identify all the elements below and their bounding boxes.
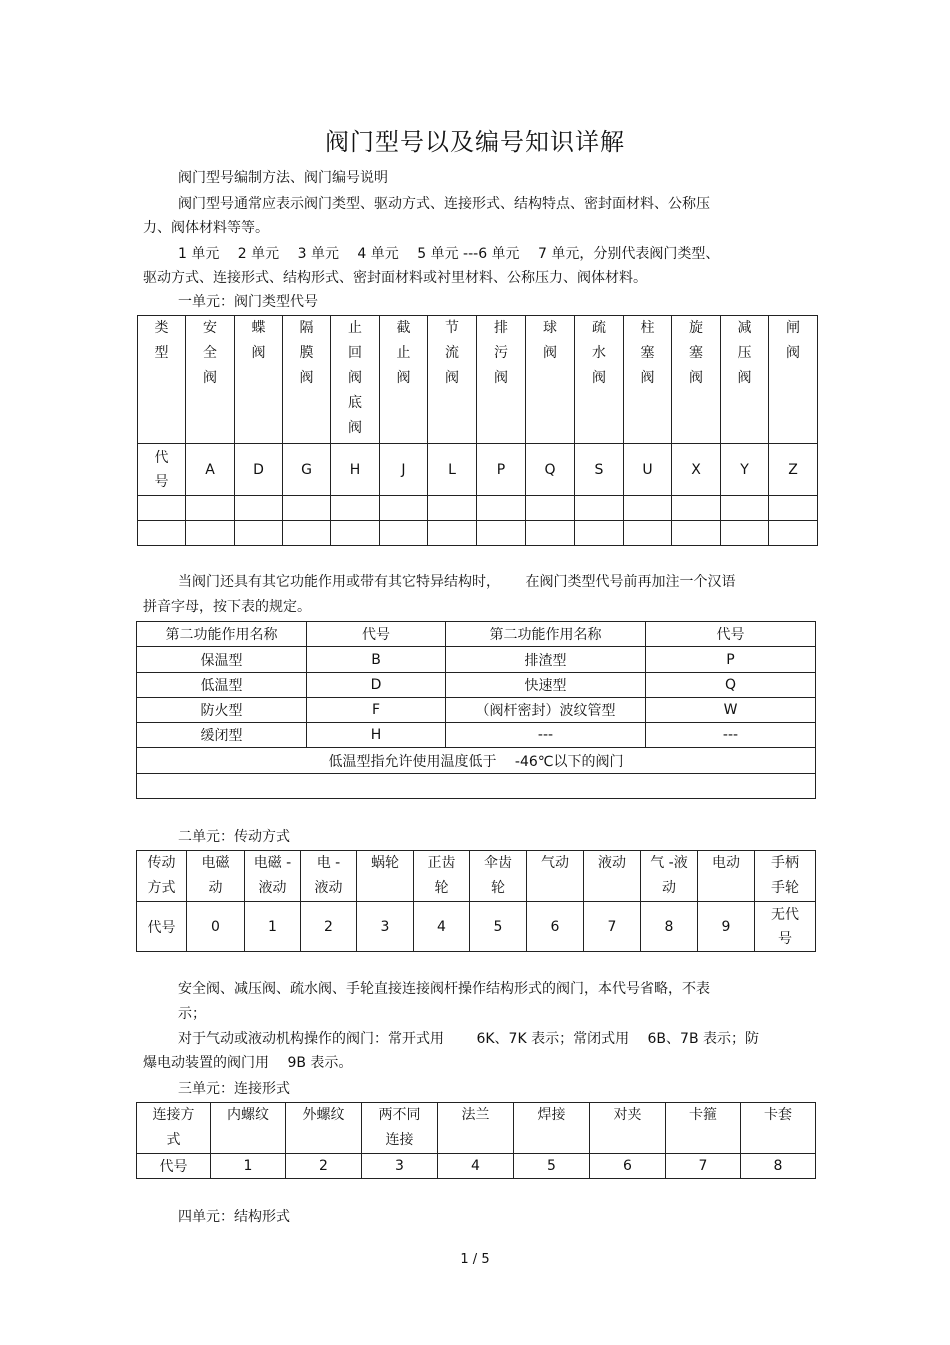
empty-row	[138, 521, 818, 546]
table-header-cell: 电磁动	[187, 851, 245, 902]
drive-mode-table	[136, 850, 816, 952]
code-label-cell: 代号	[137, 902, 187, 952]
code-cell: 8	[741, 1154, 816, 1179]
table-cell: 保温型	[137, 647, 307, 673]
table-cell: （阀杆密封）波纹管型	[446, 698, 646, 723]
section-heading-unit2: 二单元：传动方式	[178, 829, 290, 845]
code-cell: 2	[301, 902, 357, 952]
code-label-cell: 代号	[138, 444, 186, 496]
code-cell: 2	[286, 1154, 362, 1179]
table-cell: 防火型	[137, 698, 307, 723]
code-cell: Z	[769, 444, 818, 496]
code-cell: 4	[414, 902, 470, 952]
code-cell: Y	[721, 444, 769, 496]
table-cell: P	[646, 647, 816, 673]
code-label-cell: 代号	[137, 1154, 211, 1179]
paragraph-line: 示；	[178, 1006, 206, 1022]
table-header-cell: 气动	[527, 851, 584, 902]
table-header-cell: 减压阀	[721, 316, 769, 444]
code-cell: U	[624, 444, 672, 496]
table-header-cell: 两不同连接	[362, 1103, 438, 1154]
code-cell: 5	[470, 902, 527, 952]
table-header-cell: 安全阀	[186, 316, 235, 444]
paragraph-line: 对于气动或液动机构操作的阀门：常开式用 6K、7K 表示；常闭式用 6B、7B 表示；防	[178, 1031, 759, 1047]
valve-type-table	[137, 315, 818, 546]
table-note-row	[137, 748, 816, 774]
table-header-cell: 传动方式	[137, 851, 187, 902]
paragraph-line: 当阀门还具有其它功能作用或带有其它特异结构时， 在阀门类型代号前再加注一个汉语	[178, 574, 736, 590]
page-number: 1 / 5	[460, 1252, 490, 1267]
table-header-cell: 焊接	[514, 1103, 590, 1154]
table-header-cell: 正齿轮	[414, 851, 470, 902]
table-header-cell: 气 -液动	[641, 851, 698, 902]
code-cell: H	[331, 444, 380, 496]
table-cell: ---	[646, 723, 816, 748]
table-header-cell: 旋塞阀	[672, 316, 721, 444]
code-cell: 6	[527, 902, 584, 952]
table-header-row	[137, 1103, 816, 1154]
table-header-cell: 球阀	[526, 316, 575, 444]
table-row	[137, 647, 816, 673]
code-cell: X	[672, 444, 721, 496]
table-cell: 低温型	[137, 673, 307, 698]
table-header-cell: 第二功能作用名称	[446, 622, 646, 647]
table-header-cell: 伞齿轮	[470, 851, 527, 902]
empty-row	[138, 496, 818, 521]
table-header-cell: 疏水阀	[575, 316, 624, 444]
table-header-cell: 隔膜阀	[283, 316, 331, 444]
table-cell: Q	[646, 673, 816, 698]
paragraph-line: 安全阀、减压阀、疏水阀、手轮直接连接阀杆操作结构形式的阀门，本代号省略，不表	[178, 981, 710, 997]
table-cell: H	[307, 723, 446, 748]
code-cell: 3	[357, 902, 414, 952]
table-row	[137, 1154, 816, 1179]
code-cell: J	[380, 444, 428, 496]
code-cell: 3	[362, 1154, 438, 1179]
code-cell: 无代号	[755, 902, 816, 952]
paragraph-line: 驱动方式、连接形式、结构形式、密封面材料或衬里材料、公称压力、阀体材料。	[143, 270, 647, 286]
table-header-cell: 截止阀	[380, 316, 428, 444]
table-cell: D	[307, 673, 446, 698]
paragraph-intro: 阀门型号编制方法、阀门编号说明	[178, 170, 388, 186]
table-row	[137, 673, 816, 698]
code-cell: G	[283, 444, 331, 496]
code-cell: 1	[245, 902, 301, 952]
table-row	[137, 698, 816, 723]
table-header-cell: 电磁 -液动	[245, 851, 301, 902]
table-header-cell: 排污阀	[477, 316, 526, 444]
code-cell: 4	[438, 1154, 514, 1179]
table-header-cell: 对夹	[590, 1103, 666, 1154]
table-cell: F	[307, 698, 446, 723]
table-header-cell: 柱塞阀	[624, 316, 672, 444]
table-header-cell: 蝶阀	[235, 316, 283, 444]
paragraph-line: 爆电动装置的阀门用 9B 表示。	[143, 1055, 353, 1071]
code-cell: 1	[211, 1154, 286, 1179]
code-cell: Q	[526, 444, 575, 496]
code-cell: S	[575, 444, 624, 496]
section-heading-unit1: 一单元：阀门类型代号	[178, 294, 318, 310]
table-row	[137, 902, 816, 952]
table-cell: 排渣型	[446, 647, 646, 673]
table-header-cell: 蜗轮	[357, 851, 414, 902]
code-cell: P	[477, 444, 526, 496]
paragraph-line: 力、阀体材料等等。	[143, 220, 269, 236]
table-header-cell: 手柄手轮	[755, 851, 816, 902]
code-cell: A	[186, 444, 235, 496]
table-header-cell: 外螺纹	[286, 1103, 362, 1154]
table-cell: B	[307, 647, 446, 673]
section-heading-unit3: 三单元：连接形式	[178, 1081, 290, 1097]
code-cell: 9	[698, 902, 755, 952]
table-header-cell: 代号	[646, 622, 816, 647]
table-header-cell: 液动	[584, 851, 641, 902]
code-cell: 5	[514, 1154, 590, 1179]
page-title: 阀门型号以及编号知识详解	[325, 128, 625, 156]
table-header-cell: 内螺纹	[211, 1103, 286, 1154]
table-header-cell: 法兰	[438, 1103, 514, 1154]
table-header-cell: 电 -液动	[301, 851, 357, 902]
table-cell: 缓闭型	[137, 723, 307, 748]
table-cell: ---	[446, 723, 646, 748]
table-row	[137, 723, 816, 748]
table-header-cell: 卡箍	[666, 1103, 741, 1154]
code-cell: 6	[590, 1154, 666, 1179]
table-header-cell: 止回阀底阀	[331, 316, 380, 444]
code-cell: 7	[666, 1154, 741, 1179]
paragraph-line: 1 单元 2 单元 3 单元 4 单元 5 单元 ---6 单元 7 单元，分别代表阀门类型、	[178, 246, 720, 262]
table-header-cell: 闸阀	[769, 316, 818, 444]
table-cell: W	[646, 698, 816, 723]
table-row	[138, 444, 818, 496]
paragraph-line: 拼音字母，按下表的规定。	[143, 599, 311, 615]
table-header-row	[138, 316, 818, 444]
table-header-row	[137, 851, 816, 902]
table-header-row	[137, 622, 816, 647]
section-heading-unit4: 四单元：结构形式	[178, 1209, 290, 1225]
connection-type-table	[136, 1102, 816, 1179]
table-header-cell: 电动	[698, 851, 755, 902]
table-header-cell: 类型	[138, 316, 186, 444]
second-function-table	[136, 621, 816, 799]
table-header-cell: 第二功能作用名称	[137, 622, 307, 647]
code-cell: D	[235, 444, 283, 496]
code-cell: 0	[187, 902, 245, 952]
code-cell: L	[428, 444, 477, 496]
table-header-cell: 代号	[307, 622, 446, 647]
table-header-cell: 节流阀	[428, 316, 477, 444]
table-header-cell: 连接方式	[137, 1103, 211, 1154]
empty-row	[137, 774, 816, 799]
code-cell: 7	[584, 902, 641, 952]
table-note: 低温型指允许使用温度低于 -46℃以下的阀门	[137, 748, 816, 774]
paragraph-line: 阀门型号通常应表示阀门类型、驱动方式、连接形式、结构特点、密封面材料、公称压	[178, 196, 710, 212]
table-header-cell: 卡套	[741, 1103, 816, 1154]
code-cell: 8	[641, 902, 698, 952]
table-cell: 快速型	[446, 673, 646, 698]
